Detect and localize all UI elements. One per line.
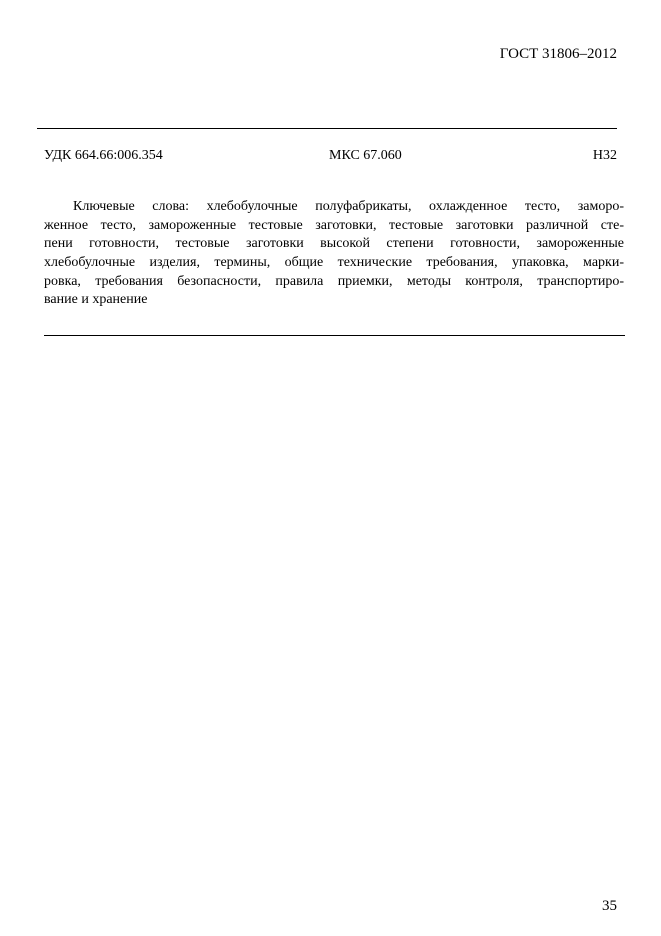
top-divider <box>37 128 617 129</box>
keywords-line: женное тесто, замороженные тестовые заготовки, тестовые заготовки различной сте- <box>44 217 624 233</box>
standard-designation: ГОСТ 31806–2012 <box>499 46 617 62</box>
page-number: 35 <box>602 898 617 914</box>
classification-code: Н32 <box>592 148 617 163</box>
keywords-line: вание и хранение <box>44 292 148 308</box>
keywords-line: Ключевые слова: хлебобулочные полуфабрикаты, охлажденное тесто, заморо- <box>73 199 624 214</box>
keywords-paragraph <box>44 198 624 310</box>
keywords-line: хлебобулочные изделия, термины, общие технические требования, упаковка, марки- <box>44 255 624 271</box>
bottom-divider <box>44 335 625 336</box>
keywords-line: пени готовности, тестовые заготовки высокой степени готовности, замороженные <box>44 236 624 252</box>
ics-code: МКС 67.060 <box>329 148 402 163</box>
keywords-line: ровка, требования безопасности, правила приемки, методы контроля, транспортиро- <box>44 273 624 289</box>
udc-code: УДК 664.66:006.354 <box>44 148 163 163</box>
